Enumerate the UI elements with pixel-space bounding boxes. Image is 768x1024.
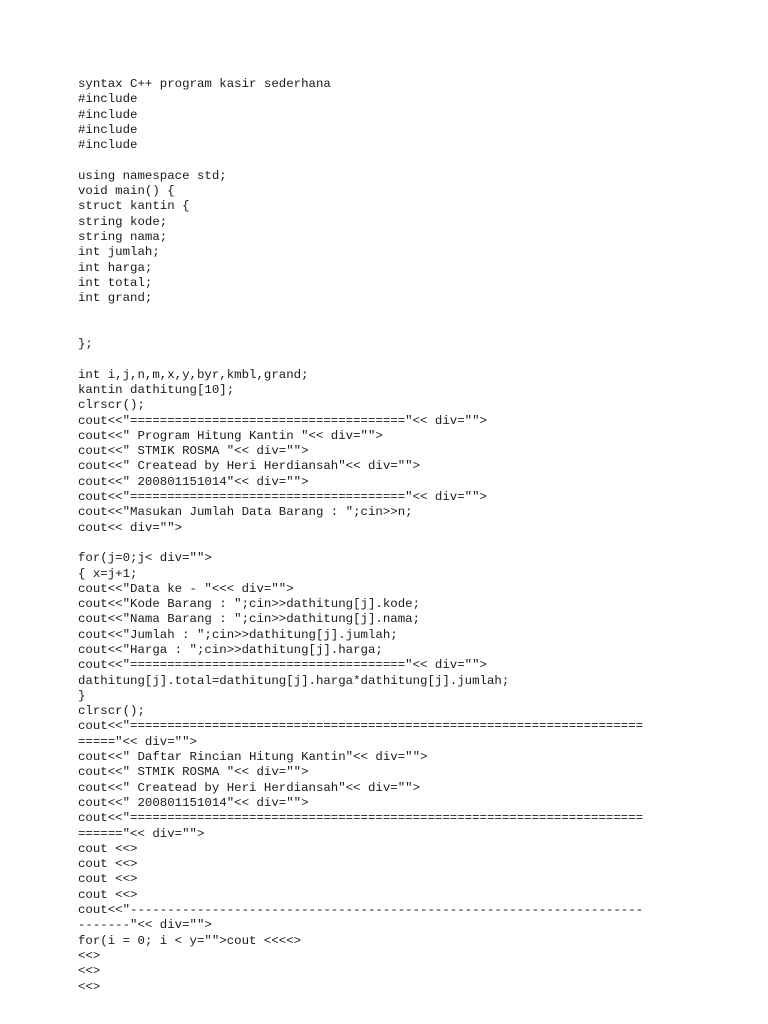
code-line: int i,j,n,m,x,y,byr,kmbl,grand;	[78, 367, 309, 382]
code-line: cout<<" STMIK ROSMA "<< div="">	[78, 765, 309, 780]
code-line: int total;	[78, 275, 153, 290]
code-line: cout<<" 200801151014"<< div="">	[78, 795, 309, 810]
code-line: int grand;	[78, 291, 153, 306]
code-line: int harga;	[78, 260, 153, 275]
code-line: ====="<< div="">	[78, 734, 197, 749]
code-line: cout <<>	[78, 857, 138, 872]
code-line: cout<<"====================================="<< div="">	[78, 658, 487, 673]
code-line: clrscr();	[78, 704, 145, 719]
code-line: using namespace std;	[78, 168, 227, 183]
code-line: #include	[78, 122, 138, 137]
code-line: }	[78, 688, 86, 703]
code-line: cout<<"=====================================================================	[78, 811, 644, 826]
code-line	[78, 352, 728, 367]
code-line: cout<<"---------------------------------------------------------------------	[78, 903, 644, 918]
code-line: struct kantin {	[78, 199, 190, 214]
code-line: cout<<" Createad by Heri Herdiansah"<< div="">	[78, 459, 421, 474]
code-line: -------"<< div="">	[78, 918, 212, 933]
code-line: cout<<" STMIK ROSMA "<< div="">	[78, 444, 309, 459]
code-line: cout<<"Masukan Jumlah Data Barang : ";cin>>n;	[78, 505, 413, 520]
code-line: string nama;	[78, 229, 168, 244]
code-line: #include	[78, 107, 138, 122]
code-line: <<>	[78, 979, 101, 994]
code-line: cout<<"Jumlah : ";cin>>dathitung[j].jumlah;	[78, 627, 398, 642]
code-line: cout<<"Nama Barang : ";cin>>dathitung[j].nama;	[78, 612, 421, 627]
code-line: clrscr();	[78, 398, 145, 413]
code-line: };	[78, 337, 93, 352]
code-line	[78, 306, 728, 321]
code-line: for(j=0;j< div="">	[78, 551, 212, 566]
code-line: cout<<"Kode Barang : ";cin>>dathitung[j].kode;	[78, 597, 421, 612]
code-line: dathitung[j].total=dathitung[j].harga*dathitung[j].jumlah;	[78, 673, 510, 688]
code-line: { x=j+1;	[78, 566, 138, 581]
code-line: cout <<>	[78, 872, 138, 887]
code-line: cout<< div="">	[78, 520, 183, 535]
code-line: syntax C++ program kasir sederhana	[78, 77, 331, 91]
code-line: cout <<>	[78, 887, 138, 902]
code-line	[78, 322, 728, 337]
code-line: ======"<< div="">	[78, 826, 205, 841]
code-line: int jumlah;	[78, 245, 160, 260]
code-line: kantin dathitung[10];	[78, 382, 235, 397]
code-line: <<>	[78, 948, 101, 963]
code-line: cout<<"====================================="<< div="">	[78, 490, 487, 505]
code-line: cout<<" Createad by Heri Herdiansah"<< div="">	[78, 780, 421, 795]
code-line: cout<<" Program Hitung Kantin "<< div="">	[78, 428, 383, 443]
code-line	[78, 536, 728, 551]
code-line: cout<<" 200801151014"<< div="">	[78, 474, 309, 489]
code-line: cout<<" Daftar Rincian Hitung Kantin"<< div="">	[78, 750, 428, 765]
code-line: cout<<"Data ke - "<<< div="">	[78, 581, 294, 596]
code-line: string kode;	[78, 214, 168, 229]
code-line	[78, 153, 728, 168]
code-line: cout<<"=====================================================================	[78, 719, 644, 734]
code-line: void main() {	[78, 184, 175, 199]
code-line: <<>	[78, 964, 101, 979]
code-line: cout <<>	[78, 841, 138, 856]
code-line: cout<<"Harga : ";cin>>dathitung[j].harga;	[78, 642, 383, 657]
code-line: cout<<"====================================="<< div="">	[78, 413, 487, 428]
code-document	[78, 77, 728, 1017]
code-line: #include	[78, 138, 138, 153]
code-line: for(i = 0; i < y="">cout <<<<>	[78, 933, 302, 948]
code-line: #include	[78, 92, 138, 107]
